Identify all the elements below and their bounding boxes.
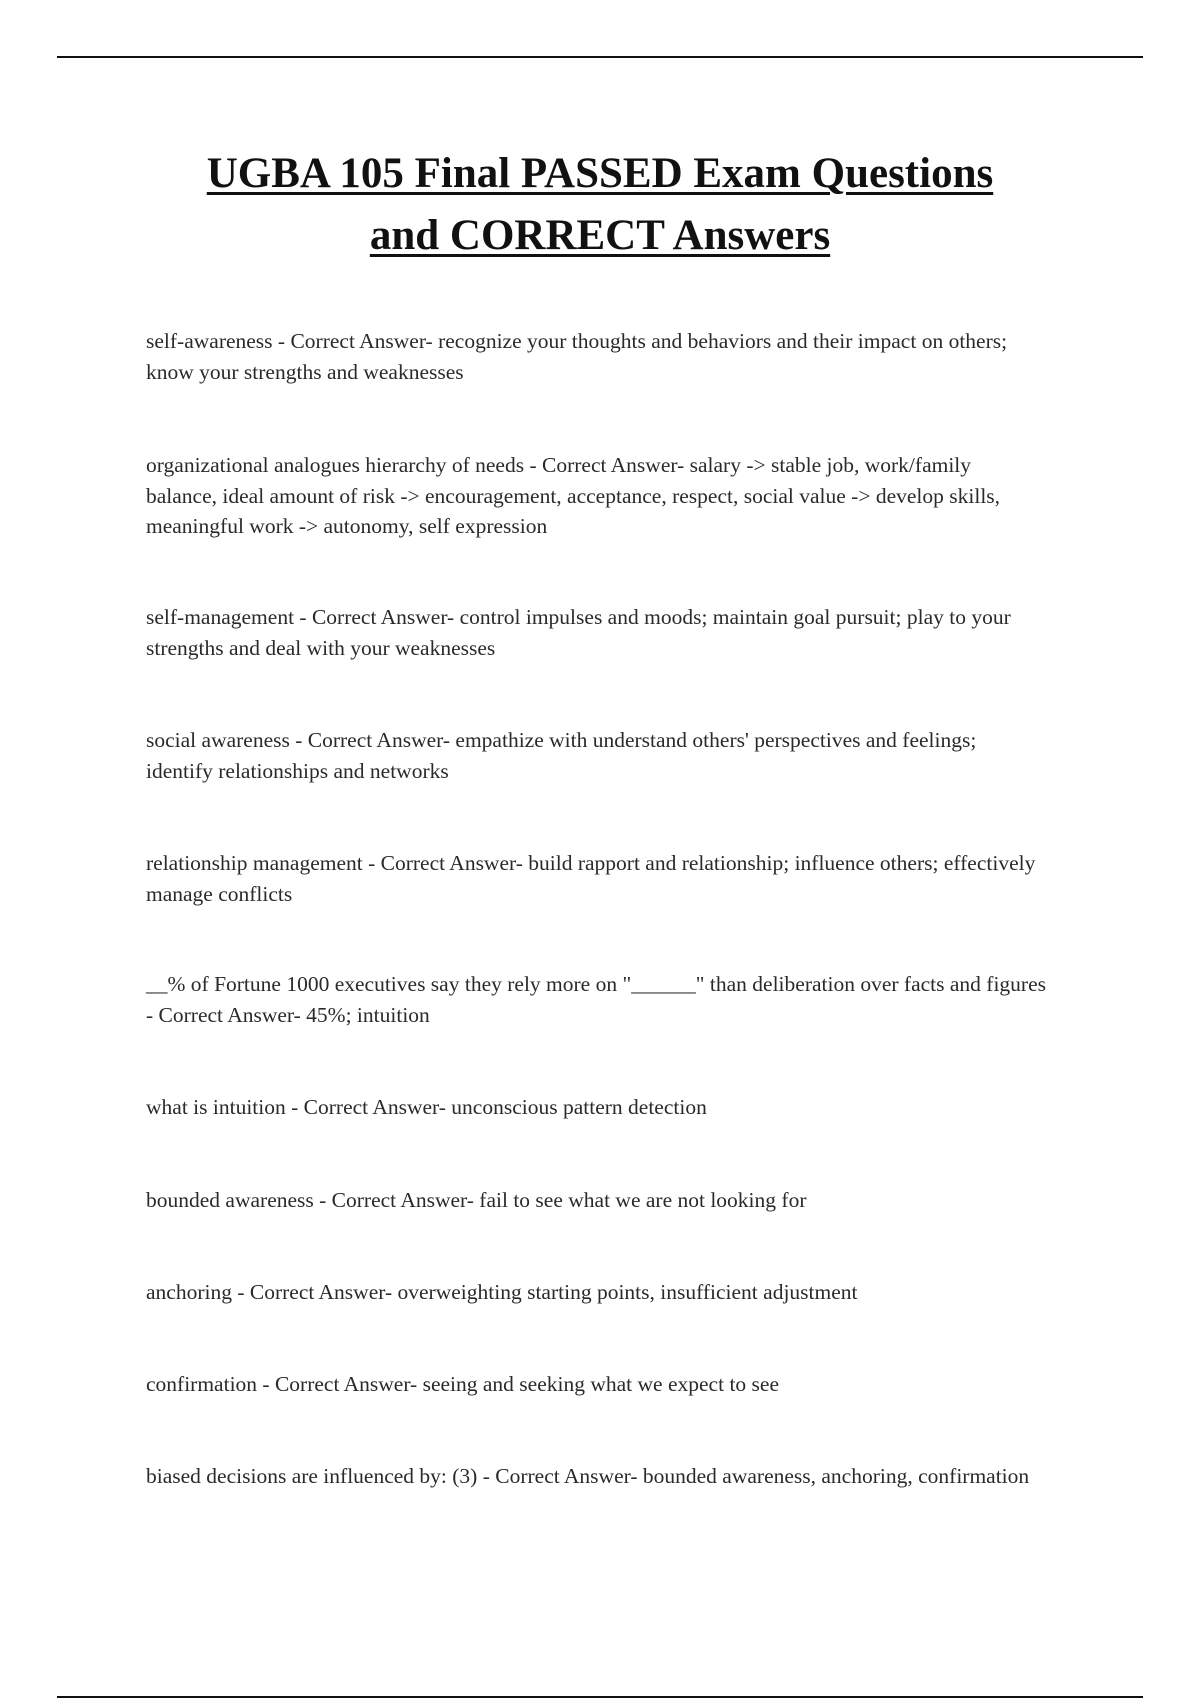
qa-entry-fortune-1000: __% of Fortune 1000 executives say they rely more on "______" than deliberation over facts and figures - Correct Answer- 45%; intuition [146,972,1046,1027]
qa-entry-self-management: self-management - Correct Answer- control impulses and moods; maintain goal pursuit; play to your strengths and deal with your weaknesses [146,605,1011,660]
qa-entry-relationship-management: relationship management - Correct Answer- build rapport and relationship; influence others; effectively manage conflicts [146,851,1036,906]
qa-entry-intuition: what is intuition - Correct Answer- unconscious pattern detection [146,1095,707,1119]
top-rule [57,56,1143,58]
qa-entry-hierarchy-of-needs: organizational analogues hierarchy of needs - Correct Answer- salary -> stable job, work/family balance, ideal amount of risk -> encouragement, acceptance, respect, social value -> develop skills, meaningful work -> autonomy, self expression [146,453,1001,538]
document-title [100,143,1100,267]
bottom-rule [57,1696,1143,1698]
title-line-2: and CORRECT Answers [369,212,831,259]
qa-entry-confirmation: confirmation - Correct Answer- seeing and seeking what we expect to see [146,1372,780,1396]
qa-entry-bounded-awareness: bounded awareness - Correct Answer- fail to see what we are not looking for [146,1188,807,1212]
title-line-1: UGBA 105 Final PASSED Exam Questions [206,150,994,197]
qa-entry-anchoring: anchoring - Correct Answer- overweighting starting points, insufficient adjustment [146,1280,858,1304]
qa-entry-social-awareness: social awareness - Correct Answer- empathize with understand others' perspectives and feelings; identify relationships and networks [146,728,977,783]
qa-entry-self-awareness: self-awareness - Correct Answer- recognize your thoughts and behaviors and their impact on others; know your strengths and weaknesses [146,329,1008,384]
qa-entry-biased-decisions: biased decisions are influenced by: (3) - Correct Answer- bounded awareness, anchoring, confirmation [146,1464,1030,1488]
